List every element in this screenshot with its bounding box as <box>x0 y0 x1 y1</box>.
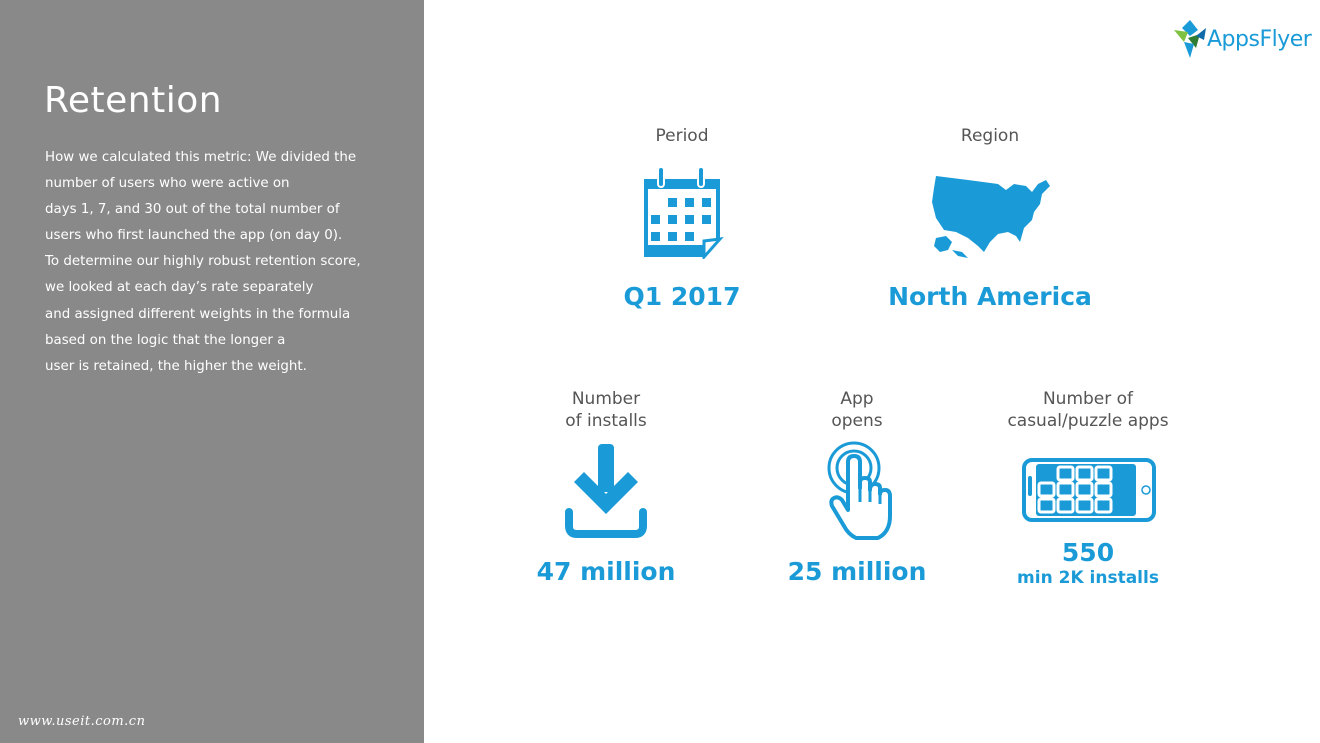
installs-value: 47 million <box>536 557 676 586</box>
opens-label <box>787 388 927 432</box>
installs-label-line: of installs <box>565 411 647 431</box>
description-line: number of users who were active on <box>45 176 290 192</box>
installs-label-line: Number <box>571 389 641 409</box>
calendar-icon <box>638 165 728 259</box>
opens-label-line: opens <box>831 411 883 431</box>
description-line: users who first launched the app (on day 0). <box>45 228 343 244</box>
apps-label-line: Number of <box>1042 389 1134 409</box>
watermark: www.useit.com.cn <box>18 714 146 729</box>
logo-text: AppsFlyer <box>1207 27 1312 52</box>
metric-description <box>45 145 415 380</box>
apps-value: 550 <box>1061 538 1115 567</box>
apps-label-line: casual/puzzle apps <box>1007 411 1169 431</box>
page-title: Retention <box>44 80 223 121</box>
region-label: Region <box>960 126 1020 146</box>
description-line: and assigned different weights in the formula <box>45 306 351 322</box>
description-line: based on the logic that the longer a <box>45 332 286 348</box>
installs-label <box>536 388 676 432</box>
opens-value: 25 million <box>787 557 927 586</box>
description-line: days 1, 7, and 30 out of the total number of <box>45 202 340 218</box>
opens-label-line: App <box>840 389 874 409</box>
apps-label <box>988 388 1188 432</box>
tap-hand-icon <box>826 440 900 542</box>
sidebar-panel <box>0 0 424 743</box>
region-value: North America <box>888 282 1092 311</box>
description-line: How we calculated this metric: We divided the <box>45 150 357 165</box>
period-label: Period <box>655 126 709 146</box>
description-line: we looked at each day’s rate separately <box>45 280 314 296</box>
usa-map-icon <box>928 172 1054 260</box>
description-line: user is retained, the higher the weight. <box>45 358 307 374</box>
tablet-apps-icon <box>1022 458 1156 522</box>
apps-subvalue: min 2K installs <box>1017 568 1159 588</box>
description-line: To determine our highly robust retention score, <box>45 254 361 270</box>
download-icon <box>564 442 648 538</box>
period-value: Q1 2017 <box>623 282 741 311</box>
